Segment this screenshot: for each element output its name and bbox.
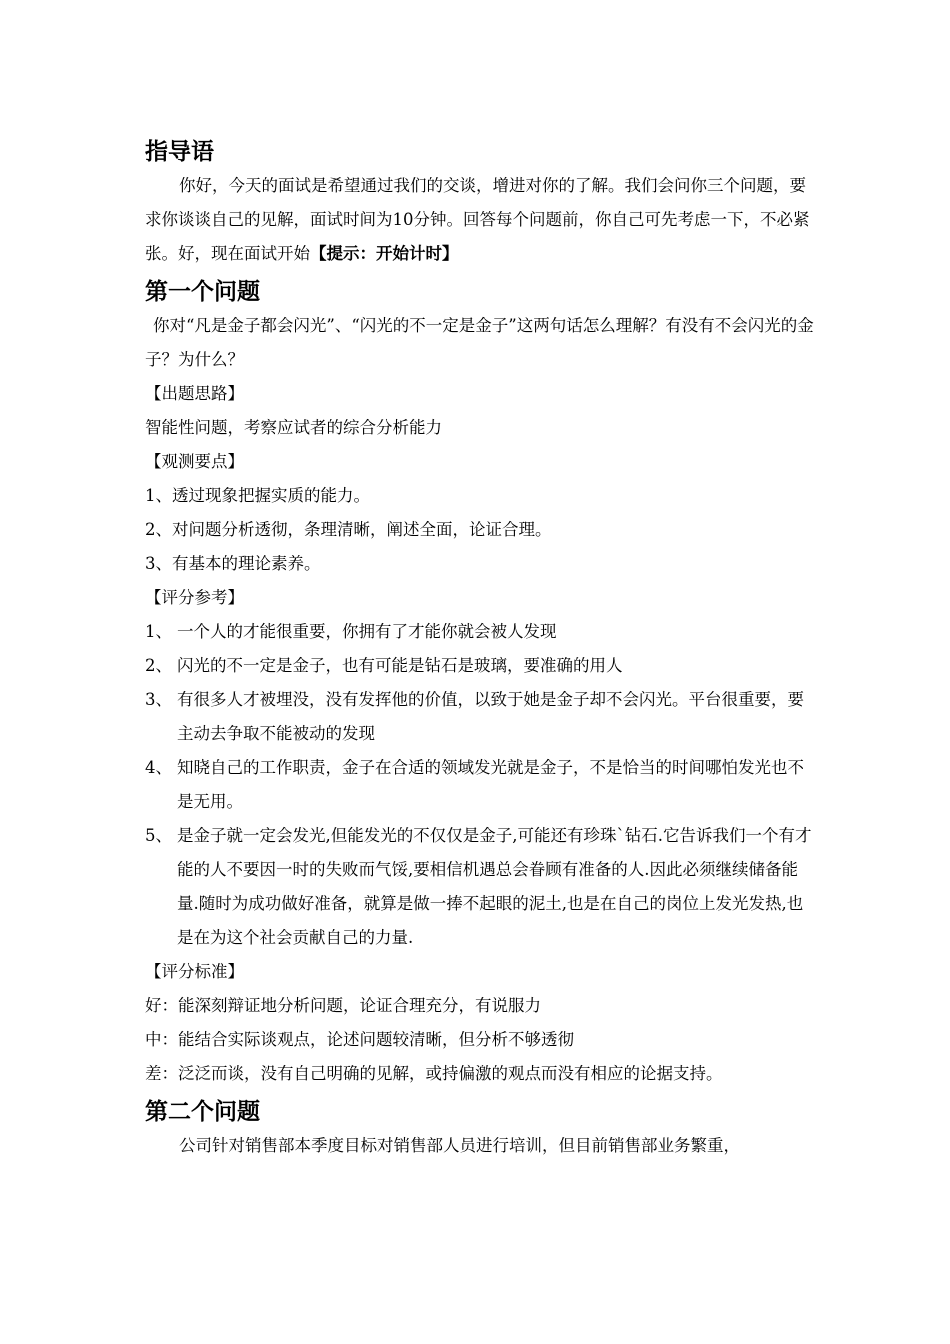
q1-std: 中：能结合实际谈观点，论述问题较清晰，但分析不够透彻 (145, 1030, 574, 1049)
guide-body (145, 169, 815, 271)
q1-ref-item (145, 683, 815, 751)
q2-body: 公司针对销售部本季度目标对销售部人员进行培训，但目前销售部业务繁重， (179, 1136, 740, 1155)
q1-std: 差：泛泛而谈，没有自己明确的见解，或持偏激的观点而没有相应的论据支持。 (145, 1064, 723, 1083)
q1-ref-item (145, 819, 815, 955)
document-page (145, 135, 815, 1163)
q1-point: 2、对问题分析透彻，条理清晰，阐述全面，论证合理。 (145, 520, 552, 539)
guide-body-text: 你好，今天的面试是希望通过我们的交谈，增进对你的了解。我们会问你三个问题，要求你谈谈自己的见解，面试时间为10分钟。回答每个问题前，你自己可先考虑一下，不必紧张。好，现在面试开始 (145, 176, 810, 263)
guide-heading: 指导语 (145, 139, 214, 165)
q1-ref-item (145, 751, 815, 819)
q1-ref-label: 【评分参考】 (145, 588, 244, 607)
q2-heading: 第二个问题 (145, 1099, 260, 1125)
q1-points-label: 【观测要点】 (145, 452, 244, 471)
q1-idea: 智能性问题，考察应试者的综合分析能力 (145, 418, 442, 437)
q1-ref-text: 有很多人才被埋没，没有发挥他的价值，以致于她是金子却不会闪光。平台很重要，要主动去争取不能被动的发现 (177, 690, 804, 743)
q1-ref-num: 2、 (145, 656, 172, 675)
q1-ref-num: 5、 (145, 826, 172, 845)
q1-ref-text: 是金子就一定会发光,但能发光的不仅仅是金子,可能还有珍珠`钻石.它告诉我们一个有才能的人不要因一时的失败而气馁,要相信机遇总会眷顾有准备的人.因此必须继续储备能量.随时为成功做好准备，就算是做一捧不起眼的泥土,也是在自己的岗位上发光发热,也是在为这个社会贡献自己的力量. (177, 826, 812, 947)
q1-ref-num: 1、 (145, 622, 172, 641)
q1-ref-num: 3、 (145, 690, 172, 709)
q1-ref-item (145, 649, 815, 683)
q1-std: 好：能深刻辩证地分析问题，论证合理充分，有说服力 (145, 996, 541, 1015)
q1-ref-text: 闪光的不一定是金子，也有可能是钻石是玻璃，要准确的用人 (177, 656, 623, 675)
q1-ref-text: 一个人的才能很重要，你拥有了才能你就会被人发现 (177, 622, 557, 641)
q1-point: 1、透过现象把握实质的能力。 (145, 486, 370, 505)
guide-hint: 【提示：开始计时】 (310, 244, 459, 263)
q1-ref-num: 4、 (145, 758, 172, 777)
q1-point: 3、有基本的理论素养。 (145, 554, 321, 573)
q1-ref-item (145, 615, 815, 649)
q1-heading: 第一个问题 (145, 279, 260, 305)
q1-idea-label: 【出题思路】 (145, 384, 244, 403)
q1-std-label: 【评分标准】 (145, 962, 244, 981)
q1-ref-text: 知晓自己的工作职责，金子在合适的领域发光就是金子，不是恰当的时间哪怕发光也不是无用。 (177, 758, 804, 811)
q1-question: 你对“凡是金子都会闪光”、“闪光的不一定是金子”这两句话怎么理解？有没有不会闪光的金子？为什么？ (145, 316, 814, 369)
